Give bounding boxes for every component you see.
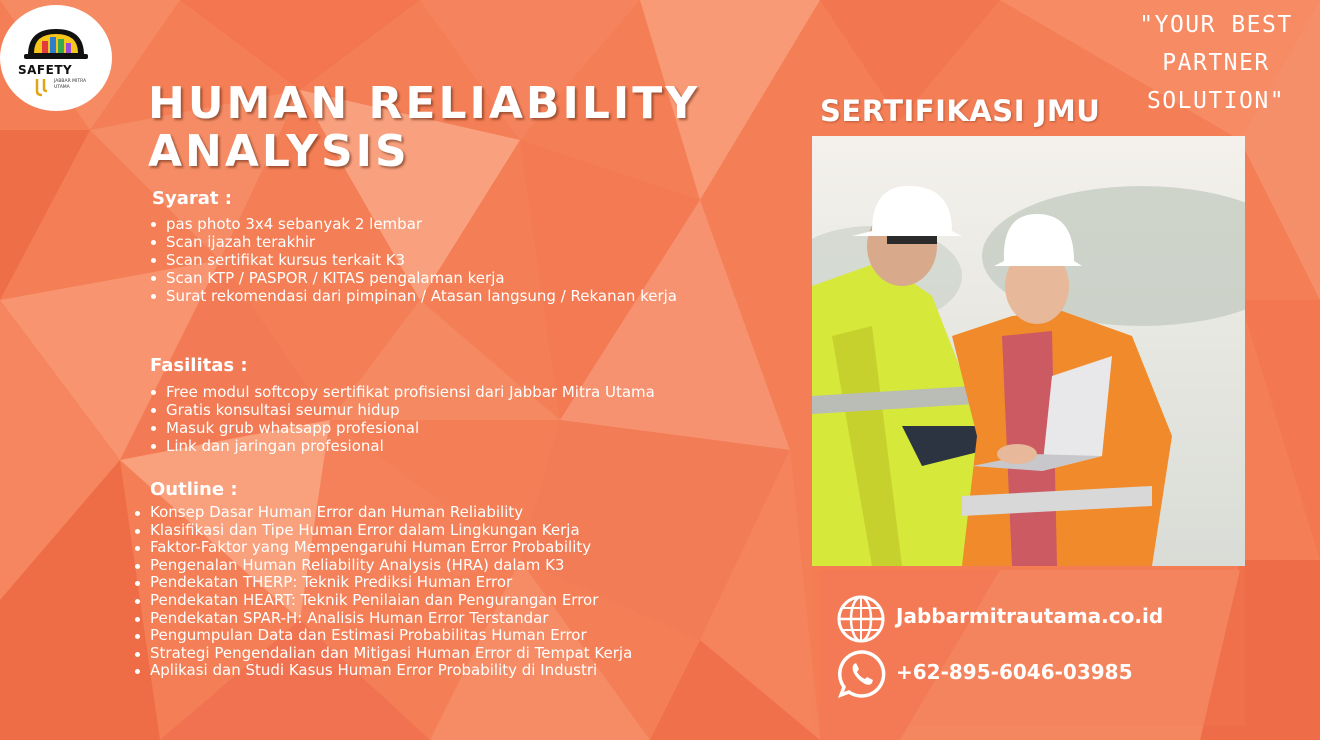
whatsapp-icon <box>836 648 888 700</box>
list-item: Faktor-Faktor yang Mempengaruhi Human Error Probability <box>134 539 632 557</box>
list-item: Pengenalan Human Reliability Analysis (HRA) dalam K3 <box>134 557 632 575</box>
hardhat-logo-icon <box>22 23 90 63</box>
list-item: Masuk grub whatsapp profesional <box>150 419 655 437</box>
list-item: Scan ijazah terakhir <box>150 233 677 251</box>
fasilitas-list <box>150 383 655 455</box>
list-item: Pendekatan THERP: Teknik Prediksi Human Error <box>134 574 632 592</box>
company-logo <box>0 5 112 111</box>
list-item: Strategi Pengendalian dan Mitigasi Human Error di Tempat Kerja <box>134 645 632 663</box>
website-link[interactable]: Jabbarmitrautama.co.id <box>896 604 1164 628</box>
list-item: pas photo 3x4 sebanyak 2 lembar <box>150 215 677 233</box>
certification-heading: SERTIFIKASI JMU <box>820 94 1101 128</box>
outline-heading: Outline : <box>150 479 238 500</box>
logo-mark-icon <box>34 77 52 97</box>
list-item: Surat rekomendasi dari pimpinan / Atasan langsung / Rekanan kerja <box>150 287 677 305</box>
list-item: Free modul softcopy sertifikat profisiensi dari Jabbar Mitra Utama <box>150 383 655 401</box>
tagline-line-2: PARTNER <box>1162 50 1270 76</box>
syarat-list <box>150 215 677 305</box>
list-item: Link dan jaringan profesional <box>150 437 655 455</box>
logo-text: SAFETY <box>18 63 73 77</box>
title-line-2: ANALYSIS <box>148 126 410 177</box>
tagline <box>1116 6 1316 120</box>
list-item: Gratis konsultasi seumur hidup <box>150 401 655 419</box>
list-item: Scan KTP / PASPOR / KITAS pengalaman kerja <box>150 269 677 287</box>
list-item: Pendekatan HEART: Teknik Penilaian dan Pengurangan Error <box>134 592 632 610</box>
list-item: Aplikasi dan Studi Kasus Human Error Probability di Industri <box>134 662 632 680</box>
tagline-line-3: SOLUTION" <box>1146 88 1286 114</box>
page-title <box>148 80 768 176</box>
fasilitas-heading: Fasilitas : <box>150 355 248 376</box>
logo-subtitle: JABBAR MITRA UTAMA <box>54 79 87 90</box>
contact-band <box>812 566 1245 726</box>
list-item: Pendekatan SPAR-H: Analisis Human Error Terstandar <box>134 610 632 628</box>
phone-number[interactable]: +62-895-6046-03985 <box>896 660 1133 684</box>
tagline-line-1: "YOUR BEST <box>1139 12 1293 38</box>
list-item: Konsep Dasar Human Error dan Human Reliability <box>134 504 632 522</box>
outline-list <box>134 504 632 680</box>
title-line-1: HUMAN RELIABILITY <box>148 78 701 129</box>
syarat-heading: Syarat : <box>152 188 232 209</box>
list-item: Pengumpulan Data dan Estimasi Probabilitas Human Error <box>134 627 632 645</box>
list-item: Scan sertifikat kursus terkait K3 <box>150 251 677 269</box>
list-item: Klasifikasi dan Tipe Human Error dalam Lingkungan Kerja <box>134 522 632 540</box>
workers-photo <box>812 136 1245 566</box>
globe-icon <box>836 594 886 644</box>
